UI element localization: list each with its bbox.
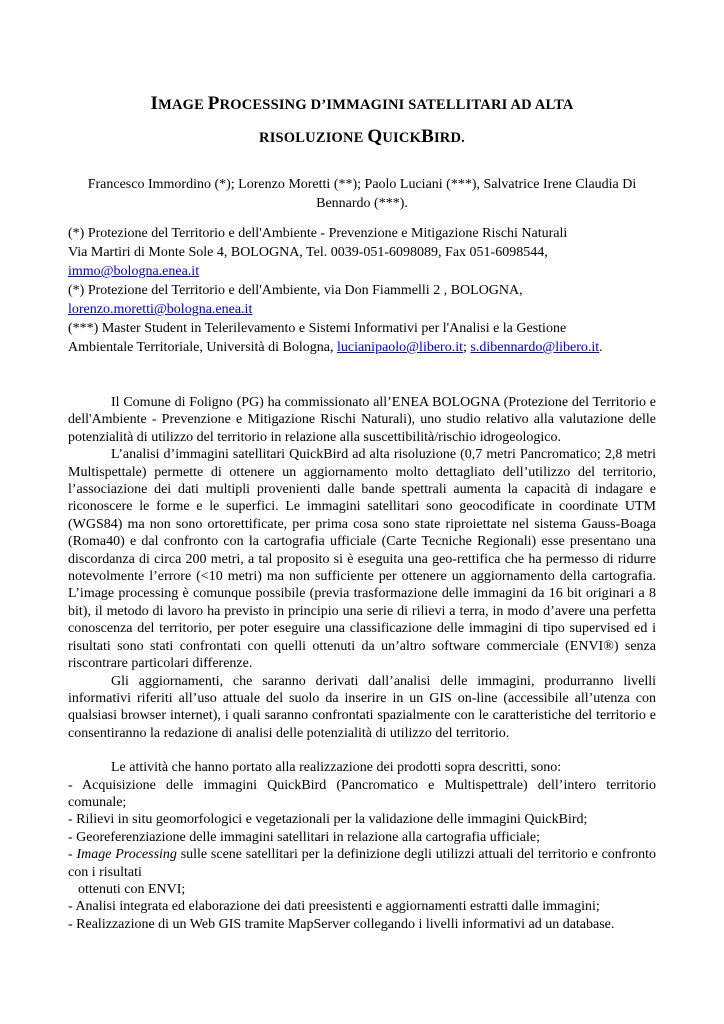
- title-segment: MAGE: [158, 97, 208, 113]
- email-link[interactable]: s.dibennardo@libero.it: [470, 340, 600, 355]
- list-item: [68, 811, 656, 828]
- paragraph-2: L’analisi d’immagini satellitari QuickBird ad alta risoluzione (0,7 metri Pancromatico; 2,8 metri Multispettale) permette di ottenere un aggiornamento molto dettagliato dell’utilizzo del territorio, l’associazione dei dati multipli provenienti dalle bande spettrali aumenta la capacità di indagare e riconoscere le forme e le superfici. Le immagini satellitari sono geocodificate in coordinate UTM (WGS84) ma non sono ortorettificate, per prima cosa sono state riproiettate nel sistema Gauss-Boaga (Roma40) e dal confronto con la cartografia ufficiale (Carte Tecniche Regionali) esse presentano una discordanza di circa 200 metri, a tal proposito si è eseguita una geo-rettifica che ha permesso di ridurre notevolmente l’errore (<10 metri) ma non sufficiente per ottenere un aggiornamento della cartografia. L’image processing è comunque possibile (previa trasformazione delle immagini da 16 bit originari a 8 bit), il metodo di lavoro ha previsto in principio una serie di rilievi a terra, in modo d’avere una perfetta conoscenza del territorio, per poter eseguire una classificazione delle immagini di tipo supervised ed i risultati sono stati confrontati con quelli ottenuti da un’altro software commerciale (ENVI®) senza riscontrare particolari differenze.: [68, 447, 656, 672]
- list-item-text: -: [68, 847, 77, 863]
- affiliation-line: [68, 224, 668, 243]
- list-item-emphasis: Image Processing: [76, 847, 177, 863]
- affiliation-text: (***) Master Student in Telerilevamento e Sistemi Informativi per l'Analisi e la Gestione: [68, 321, 567, 336]
- list-item: [68, 916, 656, 933]
- title-line-1: [40, 88, 684, 121]
- list-item-text: - Analisi integrata ed elaborazione dei dati preesistenti e aggiornamenti estratti dalle immagini;: [68, 899, 600, 915]
- affiliation-line: [68, 300, 668, 319]
- email-link[interactable]: immo@bologna.enea.it: [68, 264, 200, 279]
- email-link[interactable]: lucianipaolo@libero.it: [336, 340, 463, 355]
- list-item: [68, 846, 656, 881]
- affiliation-text: (*) Protezione del Territorio e dell'Ambiente, via Don Fiammelli 2 , BOLOGNA,: [68, 283, 523, 298]
- list-intro: Le attività che hanno portato alla realizzazione dei prodotti sopra descritti, sono:: [111, 760, 562, 776]
- affiliation-line: [68, 319, 668, 338]
- affiliation-text: ;: [463, 340, 471, 355]
- list-item-text: - Georeferenziazione delle immagini satellitari in relazione alla cartografia ufficiale;: [68, 829, 540, 845]
- title-segment: B: [421, 126, 434, 147]
- paragraph-1: Il Comune di Foligno (PG) ha commissionato all’ENEA BOLOGNA (Protezione del Territorio e dell'Ambiente - Prevenzione e Mitigazione Rischi Naturali), uno studio relativo alla valutazione delle potenzialità di utilizzo del territorio in relazione alla suscettibilità/rischio idrogeologico.: [68, 395, 656, 445]
- affiliation-text: (*) Protezione del Territorio e dell'Ambiente - Prevenzione e Mitigazione Rischi Naturali: [68, 226, 568, 241]
- title-segment: ROCESSING D’IMMAGINI SATELLITARI AD ALTA: [219, 97, 574, 113]
- affiliation-text: Ambientale Territoriale, Università di Bologna,: [68, 340, 337, 355]
- title-segment: RISOLUZIONE: [259, 130, 368, 146]
- title-segment: P: [207, 93, 220, 114]
- authors: Francesco Immordino (*); Lorenzo Moretti (**); Paolo Luciani (***), Salvatrice Irene Claudia Di Bennardo (***).: [87, 177, 637, 211]
- affiliations: [68, 224, 668, 357]
- affiliation-line: [68, 243, 668, 262]
- title-segment: Q: [367, 126, 383, 147]
- title-line-2: [40, 121, 684, 154]
- title-segment: UICK: [382, 130, 422, 146]
- email-link[interactable]: lorenzo.moretti@bologna.enea.it: [68, 302, 253, 317]
- paragraph-3: Gli aggiornamenti, che saranno derivati dall’analisi delle immagini, produrranno livelli informativi riferiti all’uso attuale del suolo da inserire in un GIS on-line (accessibile all’utenza con qualsiasi browser internet), i quali saranno confrontati spazialmente con le caratteristiche del territorio e consentiranno la redazione di analisi delle potenzialità di utilizzo del territorio.: [68, 673, 656, 741]
- affiliation-text: Via Martiri di Monte Sole 4, BOLOGNA, Tel. 0039-051-6098089, Fax 051-6098544,: [68, 245, 548, 260]
- list-item-text: - Rilievi in situ geomorfologici e vegetazionali per la validazione delle immagini QuickBird;: [68, 812, 588, 828]
- list-item-text: - Acquisizione delle immagini QuickBird (Pancromatico e Multispettrale) dell’intero territorio comunale;: [68, 777, 656, 810]
- list-item-text: - Realizzazione di un Web GIS tramite MapServer collegando i livelli informativi ad un database.: [68, 916, 615, 932]
- affiliation-line: [68, 262, 668, 281]
- paper-title: [40, 88, 684, 154]
- list-item: [68, 829, 656, 846]
- list-item-text: ottenuti con ENVI;: [78, 881, 186, 897]
- title-segment: IRD.: [433, 130, 465, 146]
- list-item: [68, 777, 656, 812]
- activity-list: [68, 777, 656, 934]
- list-item: [68, 898, 656, 915]
- title-segment: I: [150, 93, 159, 114]
- affiliation-line: [68, 338, 668, 357]
- body-text: [68, 394, 656, 933]
- affiliation-line: [68, 281, 668, 300]
- affiliation-text: .: [599, 340, 603, 355]
- list-item: [68, 881, 656, 898]
- list-item-text: sulle scene satellitari per la definizione degli utilizzi attuali del territorio e confronto con i risultati: [68, 847, 656, 880]
